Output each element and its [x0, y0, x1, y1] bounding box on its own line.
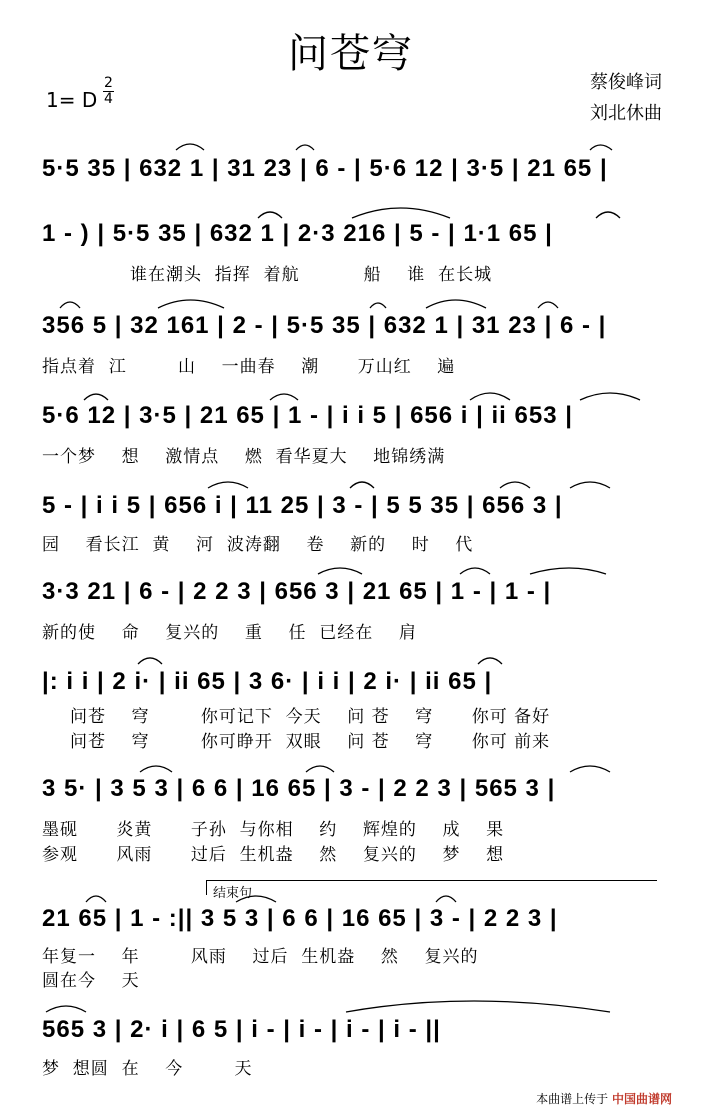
slur	[236, 896, 276, 902]
lyrics-line-5: 园 看长江 黄 河 波涛翻 卷 新的 时 代	[42, 535, 474, 555]
slur	[346, 1001, 610, 1012]
slur	[370, 303, 386, 308]
melody-line-4: 5·6 12 | 3·5 | 21 65 | 1 - | i i 5 | 656 i | ii 653 |	[42, 402, 573, 429]
key-signature: 1= D	[46, 88, 98, 112]
slur	[46, 1006, 86, 1012]
song-title: 问苍穹	[288, 31, 414, 77]
time-signature-top: 2	[104, 75, 113, 91]
time-signature-bottom: 4	[104, 91, 113, 107]
lyrics-line-2: 谁在潮头 指挥 着航 船 谁 在长城	[130, 265, 493, 285]
lyrics-line-8-verse-1: 墨砚 炎黄 子孙 与你相 约 辉煌的 成 果	[42, 820, 505, 840]
slur	[460, 568, 490, 574]
slur	[84, 394, 108, 400]
melody-line-3: 356 5 | 32 161 | 2 - | 5·5 35 | 632 1 | 31 23 | 6 - |	[42, 312, 607, 339]
slur	[530, 568, 606, 574]
melody-line-6: 3·3 21 | 6 - | 2 2 3 | 656 3 | 21 65 | 1 - | 1 - |	[42, 578, 552, 605]
melody-line-10: 565 3 | 2· i | 6 5 | i - | i - | i - | i - ||	[42, 1016, 441, 1043]
slur	[590, 145, 612, 150]
melody-line-2: 1 - ) | 5·5 35 | 632 1 | 2·3 216 | 5 - | 1·1 65 |	[42, 220, 553, 247]
melody-line-1: 5·5 35 | 632 1 | 31 23 | 6 - | 5·6 12 | 3·5 | 21 65 |	[42, 155, 608, 182]
slur	[570, 482, 610, 488]
slur	[570, 766, 610, 772]
slur	[426, 300, 486, 308]
melody-line-9: 21 65 | 1 - :|| 3 5 3 | 6 6 | 16 65 | 3 - | 2 2 3 |	[42, 905, 558, 932]
slur	[352, 208, 450, 218]
ending-label: 结束句	[213, 886, 253, 901]
slur	[538, 302, 558, 308]
footer-prefix: 本曲谱上传于	[536, 1092, 609, 1106]
slur	[350, 482, 374, 488]
lyrics-line-6: 新的使 命 复兴的 重 任 已经在 肩	[42, 623, 417, 643]
slur	[158, 300, 224, 308]
slur	[258, 212, 282, 218]
slur	[580, 393, 640, 400]
lyricist-credit: 蔡俊峰词	[590, 72, 662, 93]
lyrics-line-4: 一个梦 想 激情点 燃 看华夏大 地锦绣满	[42, 447, 446, 467]
slur	[140, 766, 172, 772]
slur	[306, 766, 334, 772]
lyrics-line-10: 梦 想圆 在 今 天	[42, 1059, 253, 1079]
footer-brand-logo[interactable]: 中国曲谱网	[611, 1092, 672, 1106]
slur	[60, 302, 80, 308]
slur	[270, 394, 298, 400]
lyrics-line-9-verse-2: 圆在今 天	[42, 971, 140, 991]
lyrics-line-9-verse-1: 年复一 年 风雨 过后 生机盎 然 复兴的	[42, 947, 479, 967]
slur	[500, 482, 530, 488]
footer-source	[536, 1090, 672, 1107]
slur	[318, 568, 362, 574]
slur	[596, 212, 620, 218]
slur	[296, 145, 314, 150]
slur	[138, 658, 162, 664]
slur	[436, 896, 456, 902]
lyrics-line-3: 指点着 江 山 一曲春 潮 万山红 遍	[42, 357, 456, 377]
slur	[208, 482, 248, 488]
composer-credit: 刘北休曲	[590, 103, 662, 124]
lyrics-line-8-verse-2: 参观 风雨 过后 生机盎 然 复兴的 梦 想	[42, 845, 505, 865]
melody-line-5: 5 - | i i 5 | 656 i | 11 25 | 3 - | 5 5 35 | 656 3 |	[42, 492, 563, 519]
lyrics-line-7-verse-1: 问苍 穹 你可记下 今天 问 苍 穹 你可 备好	[70, 707, 551, 727]
melody-line-7: |: i i | 2 i· | ii 65 | 3 6· | i i | 2 i· | ii 65 |	[42, 668, 493, 695]
slur	[470, 393, 510, 400]
slur	[86, 896, 106, 902]
lyrics-line-7-verse-2: 问苍 穹 你可睁开 双眼 问 苍 穹 你可 前来	[70, 732, 551, 752]
melody-line-8: 3 5· | 3 5 3 | 6 6 | 16 65 | 3 - | 2 2 3 | 565 3 |	[42, 775, 556, 802]
slur	[478, 658, 502, 664]
slur	[176, 144, 204, 150]
